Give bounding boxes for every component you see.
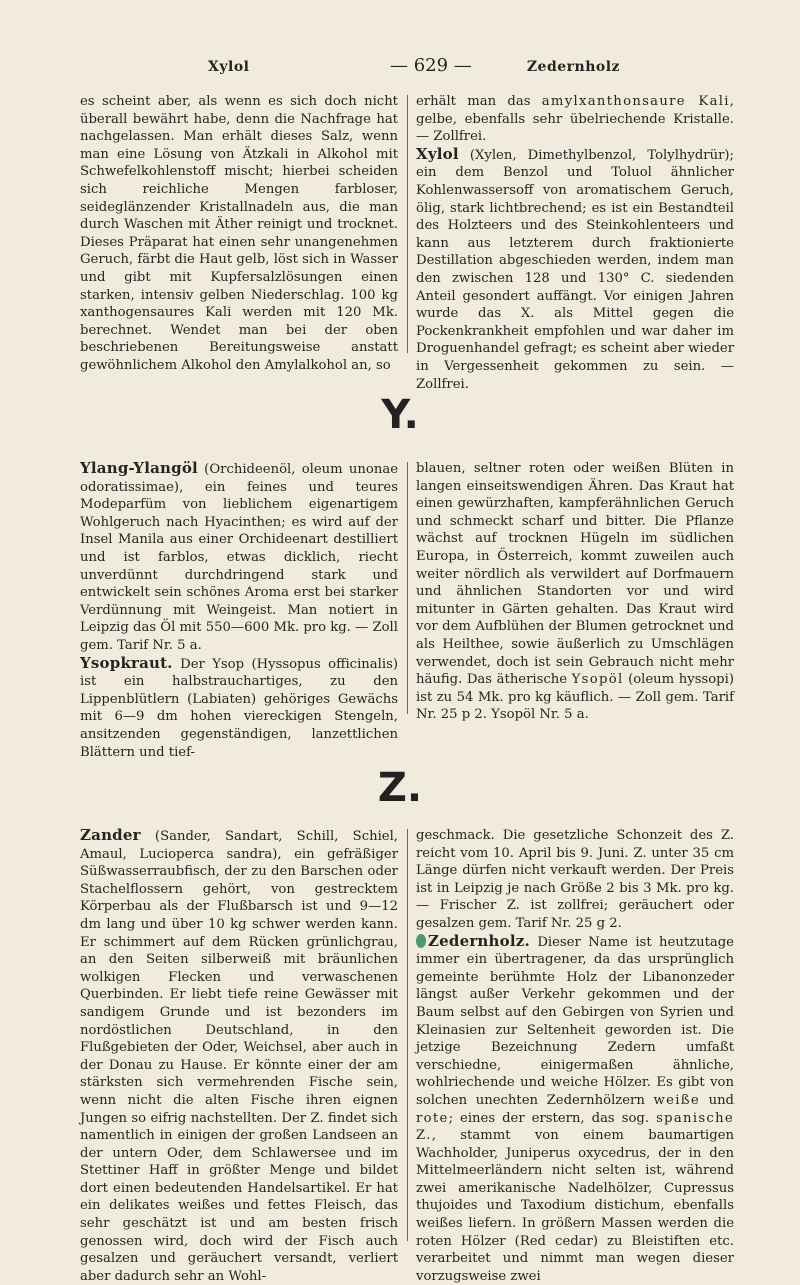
entry-ylang — [80, 460, 398, 655]
text-run: , gelbe, ebenfalls sehr übelriechende Kristalle. — Zollfrei. — [416, 94, 734, 145]
section-x — [80, 93, 752, 392]
section-letter-z: Z. — [377, 765, 423, 811]
entry-zander-cont: geschmack. Die gesetzliche Schonzeit des Z. reicht vom 10. April bis 9. Juni. Z. unter 35 cm Länge dürfen nicht verkauft werden. Der Preis ist in Leipzig je nach Größe 2 bis 3 Mk. pro kg. — Frischer Z. ist zollfrei; geräuchert oder gesalzen gem. Tarif Nr. 25 g 2. — [416, 828, 734, 931]
entry-ysop-cont — [416, 460, 734, 724]
column-right — [416, 93, 734, 393]
section-y — [80, 459, 752, 760]
entry-zedernholz — [416, 933, 734, 1285]
column-divider — [407, 95, 408, 353]
text-run: erhält man das — [416, 94, 542, 109]
column-right — [416, 460, 734, 724]
column-left — [80, 460, 398, 761]
spaced-term: amylxanthonsaure Kali — [541, 94, 730, 109]
column-divider — [407, 462, 408, 714]
column-divider — [407, 829, 408, 1241]
spaced-term: rote — [416, 1110, 449, 1126]
spaced-term: Ysopöl — [571, 672, 624, 688]
entry-heading-ysop: Ysopkraut. — [80, 653, 173, 672]
entry-heading-zedernholz: Zedernholz. — [428, 931, 530, 950]
entry-text: , stammt von einem baumartigen Wachholder, Juniperus oxycedrus, der in den Mittelmeerländern nicht selten ist, während zwei amerikanische Nadelhölzer, Cupressus thujoides und Taxodium distichum, ebenfalls weißes liefern. In größern Massen werden die roten Hölzer (Red cedar) zu Bleistiften etc. verarbeitet und nimmt man wegen dieser vorzugsweise zwei — [416, 1128, 734, 1284]
spaced-term: spanische Z. — [416, 1110, 734, 1144]
entry-ysop — [80, 655, 398, 762]
header-right-keyword: Zedernholz — [526, 59, 620, 75]
margin-mark-icon — [416, 934, 426, 948]
paragraph-xanthogen: es scheint aber, als wenn es sich doch nicht überall bewährt habe, denn die Nachfrage hat nachgelassen. Man erhält dieses Salz, wenn man eine Lösung von Ätzkali in Alkohol mit Schwefelkohlenstoff mischt; hierbei scheiden sich reichliche Mengen farbloser, seideglänzender Kristallnadeln aus, die man durch Waschen mit Äther reinigt und trocknet. Dieses Präparat hat einen sehr unangenehmen Geruch, färbt die Haut gelb, löst sich in Wasser und gibt mit Kupfersalzlösungen einen starken, intensiv gelben Niederschlag. 100 kg xanthogensaures Kali werden mit 120 Mk. berechnet. Wendet man bei der oben beschriebenen Bereitungsweise anstatt gewöhnlichem Alkohol den Amylalkohol an, so — [80, 94, 398, 373]
column-left — [80, 93, 398, 375]
text-run: und — [699, 1092, 735, 1108]
paragraph-xanthogen-cont — [416, 93, 734, 146]
entry-text: Der Ysop (Hyssopus officinalis) ist ein halbstrauchartiges, zu den Lippenblütlern (Labiaten) gehöriges Gewächs mit 6—9 dm hohen viereckigen Stengeln, ansitzenden gegenständigen, lanzettlichen Blättern und tief- — [80, 656, 398, 760]
section-z — [80, 826, 752, 1284]
text-run: blauen, seltner roten oder weißen Blüten in langen einseitswendigen Ähren. Das Kraut hat einen gewürzhaften, kampferähnlichen Geruch und schmeckt scharf und bitter. Die Pflanze wächst auf trocknen Hügeln im südlichen Europa, in Österreich, kommt zuweilen auch weiter nördlich als verwildert auf Dorfmauern und ähnlichen Standorten vor und wird mitunter in Gärten gehalten. Das Kraut wird vor dem Aufblühen der Blumen getrocknet und als Heilthee, sowie äußerlich zu Umschlägen verwendet, doch ist sein Gebrauch nicht mehr häufig. Das ätherische — [416, 461, 734, 688]
entry-zander — [80, 827, 398, 1285]
entry-text: (Orchideenöl, oleum unonae odoratissimae), ein feines und teures Modeparfüm von lieblichem eigenartigem Wohlgeruch nach Hyacinthen; es wird auf der Insel Manila aus einer Orchideenart destilliert und ist farblos, etwas dicklich, riecht unverdünnt durchdringend stark und entwickelt sein schönes Aroma erst bei starker Verdünnung mit Weingeist. Man notiert in Leipzig das Öl mit 550—600 Mk. pro kg. — Zoll gem. Tarif Nr. 5 a. — [80, 462, 398, 653]
entry-heading-xylol: Xylol — [416, 144, 459, 163]
entry-text: (Sander, Sandart, Schill, Schiel, Amaul, Lucioperca sandra), ein gefräßiger Süßwasserraubfisch, der zu den Barschen oder Stachelflossern gehört, von gestrecktem Körperbau als der Flußbarsch ist und 9—12 dm lang und über 10 kg schwer werden kann. Er schimmert auf dem Rücken grünlichgrau, an den Seiten silberweiß mit bräunlichen wolkigen Flecken und verwaschenen Querbinden. Er liebt tiefe reine Gewässer mit sandigem Grunde und ist bezonders im nordöstlichen Deutschland, in den Flußgebieten der Oder, Weichsel, aber auch in der Donau zu Hause. Er könnte einer der am stärksten sich vermehrenden Fische sein, wenn nicht die alten Fische ihren eignen Jungen so eifrig nachstellten. Der Z. findet sich namentlich in einigen der großen Landseen an der untern Oder, dem Schlawersee und im Stettiner Haff in größter Menge und bildet dort einen bedeutenden Handelsartikel. Er hat ein delikates weißes und fettes Fleisch, das sehr geschätzt ist und am besten frisch genossen wird, doch wird der Fisch auch gesalzen und geräuchert versandt, verliert aber dadurch sehr an Wohl- — [80, 829, 398, 1284]
entry-text: Dieser Name ist heutzutage immer ein übertragener, da das ursprünglich gemeinte berühmte Holz der Libanonzeder längst außer Verkehr gekommen und der Baum selbst auf den Gebirgen von Syrien und Kleinasien zur Seltenheit geworden ist. Die jetzige Bezeichnung Zedern umfaßt verschiedne, einigermaßen ähnliche, wohlriechende und weiche Hölzer. Es gibt von solchen unechten Zedernhölzern — [416, 934, 734, 1108]
entry-text: (Xylen, Dimethylbenzol, Tolylhydrür); ein dem Benzol und Toluol ähnlicher Kohlenwassersoff von aromatischem Geruch, ölig, stark lichtbrechend; es ist ein Bestandteil des Holzteers und des Steinkohlenteers und kann aus letzterem durch fraktionierte Destillation abgeschieden werden, indem man den zwischen 128 und 130° C. siedenden Anteil gesondert auffängt. Vor einigen Jahren wurde das X. als Mittel gegen die Pockenkrankheit empfohlen und war daher im Droguenhandel gefragt; es scheint aber wieder in Vergessenheit gekommen zu sein. — Zollfrei. — [416, 147, 734, 392]
text-run: ; eines der erstern, das sog. — [448, 1110, 657, 1126]
section-letter-y: Y. — [381, 392, 419, 438]
column-left — [80, 827, 398, 1285]
column-right — [416, 827, 734, 1285]
header-left-keyword: Xylol — [208, 59, 250, 75]
spaced-term: weiße — [653, 1092, 700, 1108]
entry-heading-zander: Zander — [80, 826, 141, 844]
entry-xylol — [416, 146, 734, 393]
running-header — [80, 55, 750, 79]
entry-heading-ylang: Ylang-Ylangöl — [80, 459, 198, 477]
page-number: — 629 — — [390, 55, 472, 76]
text-run: (oleum hyssopi) ist zu 54 Mk. pro kg käuflich. — Zoll gem. Tarif Nr. 25 p 2. Ysopöl Nr. 5 a. — [416, 672, 734, 723]
